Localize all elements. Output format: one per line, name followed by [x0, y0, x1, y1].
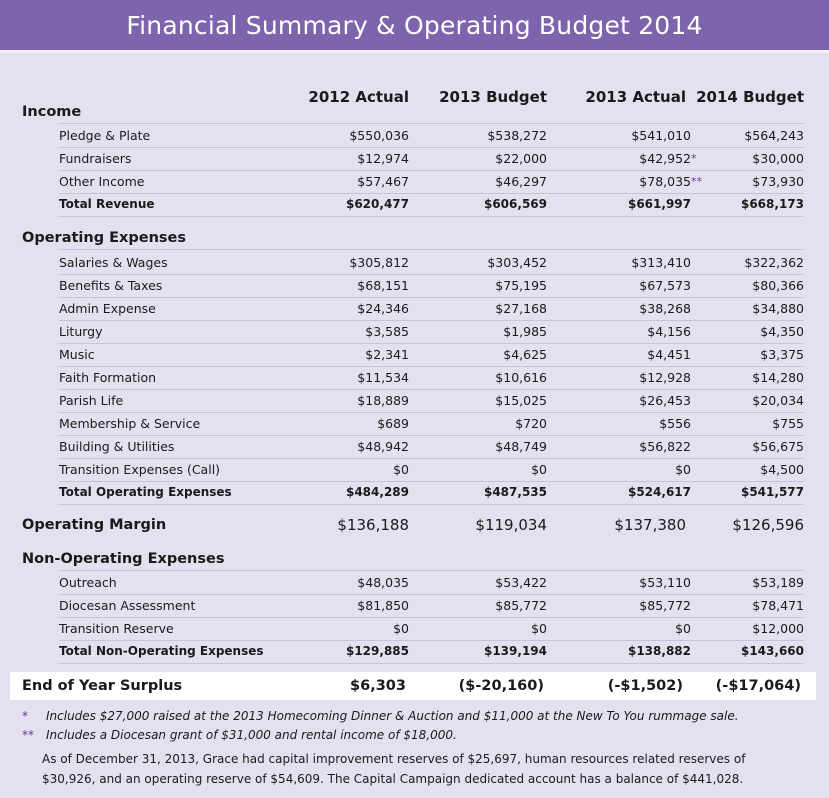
cell-value: $620,477 [345, 197, 409, 211]
footnote [22, 709, 739, 723]
cell-value: $119,034 [475, 516, 547, 534]
cell-value: $48,942 [357, 439, 409, 454]
surplus-value: ($-20,160) [458, 678, 544, 694]
table-row [0, 412, 829, 435]
cell-value: $24,346 [357, 301, 409, 316]
cell-value: $14,280 [752, 370, 804, 385]
cell-value: $78,035 [639, 174, 691, 189]
row-label: Transition Expenses (Call) [59, 462, 221, 477]
cell-value: $56,822 [639, 439, 691, 454]
surplus-value: (-$17,064) [715, 678, 801, 694]
cell-value: $143,660 [740, 644, 804, 658]
cell-value: $3,375 [760, 347, 804, 362]
cell-value: $0 [531, 621, 547, 636]
row-label: Total Revenue [59, 197, 155, 211]
cell-value: $303,452 [487, 255, 547, 270]
row-label: Music [59, 347, 95, 362]
cell-value: $15,025 [495, 393, 547, 408]
table-row [0, 251, 829, 274]
operating-margin-row [0, 513, 829, 537]
row-label: Total Non-Operating Expenses [59, 644, 264, 658]
surplus-value: (-$1,502) [607, 678, 683, 694]
row-divider [59, 504, 804, 505]
row-label: Membership & Service [59, 416, 201, 431]
cell-value: $126,596 [732, 516, 804, 534]
cell-value: $0 [675, 621, 691, 636]
cell-value: $18,889 [357, 393, 409, 408]
row-label: Pledge & Plate [59, 128, 151, 143]
row-label: Other Income [59, 174, 145, 189]
footnote-mark: * [22, 709, 28, 723]
row-label: Transition Reserve [59, 621, 174, 636]
cell-value: $56,675 [752, 439, 804, 454]
cell-value: $524,617 [627, 485, 691, 499]
cell-value: $4,500 [760, 462, 804, 477]
cell-value: $136,188 [337, 516, 409, 534]
cell-value: $606,569 [483, 197, 547, 211]
table-row [0, 343, 829, 366]
page-title: Financial Summary & Operating Budget 2014 [126, 10, 703, 40]
row-label: Diocesan Assessment [59, 598, 196, 613]
cell-value: $661,997 [627, 197, 691, 211]
cell-value: $541,010 [631, 128, 691, 143]
cell-value: $541,577 [740, 485, 804, 499]
cell-value: $34,880 [752, 301, 804, 316]
table-row [0, 320, 829, 343]
cell-value: $53,422 [495, 575, 547, 590]
cell-value: $81,850 [357, 598, 409, 613]
title-bar [0, 0, 829, 53]
surplus-value: $6,303 [350, 678, 406, 694]
footnote [22, 728, 457, 742]
cell-value: $0 [393, 462, 409, 477]
cell-value: $78,471 [752, 598, 804, 613]
cell-value: $668,173 [740, 197, 804, 211]
cell-value: $67,573 [639, 278, 691, 293]
table-row [0, 297, 829, 320]
surplus-row [10, 672, 816, 700]
cell-value: $12,974 [357, 151, 409, 166]
table-row [0, 170, 829, 193]
table-row [0, 617, 829, 640]
cell-value: $755 [772, 416, 804, 431]
table-row [0, 147, 829, 170]
row-label: Building & Utilities [59, 439, 175, 454]
cell-value: $4,451 [647, 347, 691, 362]
row-label: Parish Life [59, 393, 124, 408]
cell-value: $129,885 [345, 644, 409, 658]
row-label: Outreach [59, 575, 117, 590]
cell-value: $487,535 [483, 485, 547, 499]
row-label: Total Operating Expenses [59, 485, 232, 499]
surplus-label: End of Year Surplus [22, 678, 183, 694]
row-label: Benefits & Taxes [59, 278, 163, 293]
row-divider [59, 216, 804, 217]
table-row [0, 458, 829, 481]
total-row [0, 481, 829, 504]
cell-value: $139,194 [483, 644, 547, 658]
table-row [0, 594, 829, 617]
cell-value: $12,000 [752, 621, 804, 636]
column-header: 2012 Actual [308, 88, 409, 106]
table-row [0, 274, 829, 297]
cell-value: $38,268 [639, 301, 691, 316]
footnote-marker: * [691, 152, 697, 165]
row-divider [59, 249, 804, 250]
footnote-marker: ** [691, 175, 702, 188]
column-header: 2013 Budget [439, 88, 547, 106]
cell-value: $20,034 [752, 393, 804, 408]
cell-value: $313,410 [631, 255, 691, 270]
table-row [0, 571, 829, 594]
cell-value: $46,297 [495, 174, 547, 189]
closing-paragraph: As of December 31, 2013, Grace had capital improvement reserves of $25,697, human resources related reserves of $30,926, and an operating reserve of $54,609. The Capital Campaign dedicated account has a balance of $441,028. [42, 752, 746, 786]
cell-value: $720 [515, 416, 547, 431]
cell-value: $305,812 [349, 255, 409, 270]
cell-value: $1,985 [503, 324, 547, 339]
row-label: Operating Margin [22, 517, 167, 533]
footnote-mark: ** [22, 728, 34, 742]
cell-value: $85,772 [639, 598, 691, 613]
cell-value: $73,930 [752, 174, 804, 189]
cell-value: $53,189 [752, 575, 804, 590]
cell-value: $322,362 [744, 255, 804, 270]
row-label: Admin Expense [59, 301, 156, 316]
table-row [0, 435, 829, 458]
cell-value: $0 [531, 462, 547, 477]
cell-value: $11,534 [357, 370, 409, 385]
cell-value: $10,616 [495, 370, 547, 385]
cell-value: $484,289 [345, 485, 409, 499]
footnote-text: Includes a Diocesan grant of $31,000 and rental income of $18,000. [46, 728, 457, 742]
total-row [0, 193, 829, 216]
cell-value: $4,625 [503, 347, 547, 362]
column-headers [0, 88, 829, 110]
cell-value: $550,036 [349, 128, 409, 143]
cell-value: $48,749 [495, 439, 547, 454]
section-heading: Non-Operating Expenses [22, 551, 225, 567]
cell-value: $138,882 [627, 644, 691, 658]
cell-value: $12,928 [639, 370, 691, 385]
row-label: Fundraisers [59, 151, 132, 166]
cell-value: $22,000 [495, 151, 547, 166]
section-heading: Operating Expenses [22, 230, 187, 246]
cell-value: $68,151 [357, 278, 409, 293]
cell-value: $80,366 [752, 278, 804, 293]
cell-value: $85,772 [495, 598, 547, 613]
cell-value: $0 [675, 462, 691, 477]
row-label: Faith Formation [59, 370, 157, 385]
section-heading: Income [22, 104, 82, 120]
cell-value: $27,168 [495, 301, 547, 316]
cell-value: $75,195 [495, 278, 547, 293]
cell-value: $53,110 [639, 575, 691, 590]
cell-value: $538,272 [487, 128, 547, 143]
column-header: 2014 Budget [696, 88, 804, 106]
table-row [0, 366, 829, 389]
cell-value: $30,000 [752, 151, 804, 166]
cell-value: $57,467 [357, 174, 409, 189]
column-header: 2013 Actual [585, 88, 686, 106]
row-divider [59, 663, 804, 664]
total-row [0, 640, 829, 663]
cell-value: $137,380 [614, 516, 686, 534]
cell-value: $689 [377, 416, 409, 431]
cell-value: $4,156 [647, 324, 691, 339]
table-row [0, 124, 829, 147]
cell-value: $4,350 [760, 324, 804, 339]
cell-value: $0 [393, 621, 409, 636]
footnote-text: Includes $27,000 raised at the 2013 Homecoming Dinner & Auction and $11,000 at the New To You rummage sale. [46, 709, 739, 723]
cell-value: $26,453 [639, 393, 691, 408]
cell-value: $42,952 [639, 151, 691, 166]
cell-value: $564,243 [744, 128, 804, 143]
cell-value: $3,585 [365, 324, 409, 339]
cell-value: $556 [659, 416, 691, 431]
row-label: Liturgy [59, 324, 103, 339]
table-row [0, 389, 829, 412]
row-label: Salaries & Wages [59, 255, 168, 270]
cell-value: $2,341 [365, 347, 409, 362]
cell-value: $48,035 [357, 575, 409, 590]
